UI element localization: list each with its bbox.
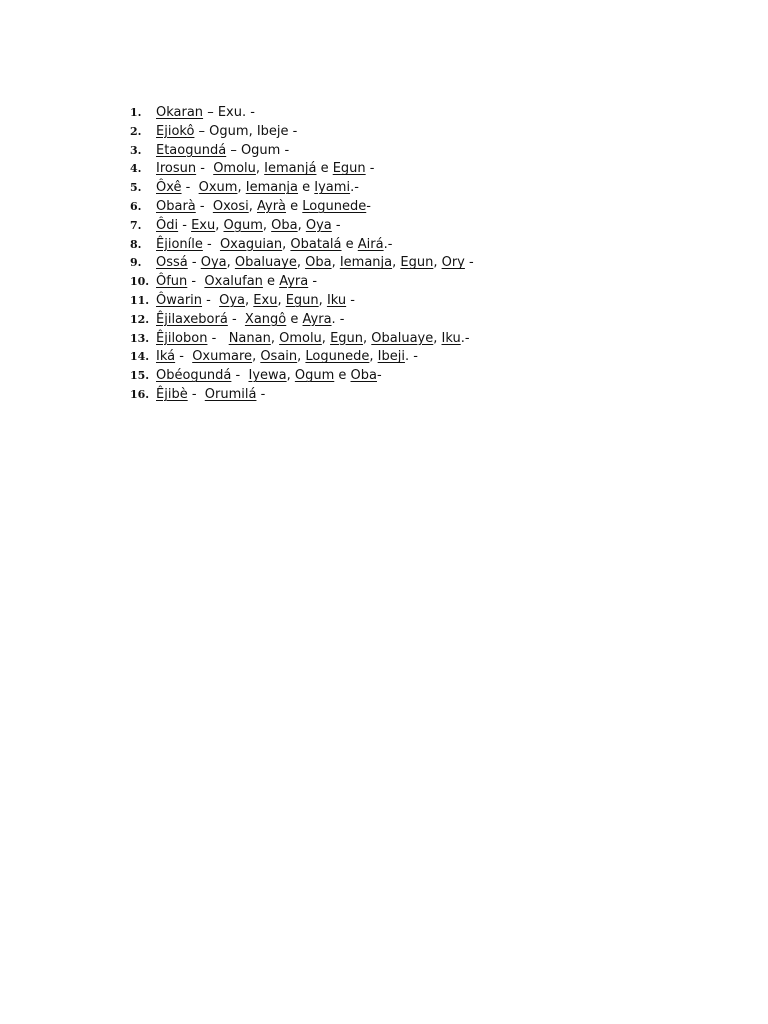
linked-term[interactable]: Iemanja <box>245 180 299 196</box>
list-number: 15. <box>130 369 150 383</box>
linked-term[interactable]: Ôxê <box>156 180 182 196</box>
list-line <box>156 218 341 233</box>
linked-term[interactable]: Oya <box>219 292 246 308</box>
linked-term[interactable]: Oba <box>271 217 298 233</box>
separator-text: - <box>227 311 245 327</box>
separator-text: - <box>365 161 375 177</box>
separator-text: - <box>181 180 199 196</box>
linked-term[interactable]: Obaluaye <box>371 330 434 346</box>
separator-text: , <box>215 217 224 233</box>
separator-text: - <box>231 368 249 384</box>
separator-text: , <box>252 349 261 365</box>
linked-term[interactable]: Oba <box>350 368 377 384</box>
separator-text: e <box>286 198 303 214</box>
list-number: 9. <box>130 256 142 270</box>
odu-list <box>130 103 474 404</box>
linked-term[interactable]: Obatalá <box>290 236 342 252</box>
linked-term[interactable]: Omolu <box>213 161 256 177</box>
separator-text: , <box>321 330 331 346</box>
list-line <box>156 387 265 402</box>
list-line <box>156 180 359 195</box>
list-line <box>156 368 382 383</box>
list-item <box>130 366 474 385</box>
separator-text: - <box>207 330 229 346</box>
linked-term[interactable]: Oba <box>305 255 332 271</box>
linked-term[interactable]: Egun <box>332 161 366 177</box>
linked-term[interactable]: Etaogundá <box>156 142 227 158</box>
list-item <box>130 310 474 329</box>
separator-text: , <box>318 292 327 308</box>
separator-text: , <box>286 368 295 384</box>
separator-text: – Ogum - <box>226 142 290 158</box>
separator-text: e <box>316 161 333 177</box>
linked-term[interactable]: Exu <box>191 217 216 233</box>
linked-term[interactable]: Ôfun <box>156 274 188 290</box>
separator-text: . - <box>404 349 418 365</box>
list-line <box>156 274 317 289</box>
linked-term[interactable]: Oxalufan <box>204 274 263 290</box>
linked-term[interactable]: Ossá <box>156 255 188 271</box>
list-number: 4. <box>130 162 142 176</box>
separator-text: - <box>366 198 371 214</box>
separator-text: , <box>262 217 272 233</box>
list-line <box>156 331 470 346</box>
linked-term[interactable]: Oxaguian <box>219 236 283 252</box>
linked-term[interactable]: Egun <box>400 255 434 271</box>
list-line <box>156 237 392 252</box>
list-number: 10. <box>130 275 150 289</box>
list-number: 14. <box>130 350 150 364</box>
list-number: 13. <box>130 331 150 345</box>
separator-text: - <box>178 217 192 233</box>
list-number: 16. <box>130 387 150 401</box>
linked-term[interactable]: Irosun <box>156 161 197 177</box>
linked-term[interactable]: Egun <box>330 330 364 346</box>
list-item <box>130 159 474 178</box>
separator-text: e <box>298 180 315 196</box>
linked-term[interactable]: Ibeji <box>377 349 405 365</box>
list-line <box>156 312 345 327</box>
linked-term[interactable]: Oya <box>305 217 332 233</box>
separator-text: - <box>331 217 341 233</box>
separator-text: , <box>297 217 306 233</box>
linked-term[interactable]: Oxosi <box>212 198 249 214</box>
separator-text: e <box>341 236 358 252</box>
linked-term[interactable]: Ôdi <box>156 217 179 233</box>
separator-text: , <box>282 236 291 252</box>
separator-text: - <box>195 198 213 214</box>
list-line <box>156 124 297 139</box>
linked-term[interactable]: Oxum <box>198 180 238 196</box>
linked-term[interactable]: Iká <box>156 349 176 365</box>
separator-text: , <box>248 198 257 214</box>
separator-text: , <box>433 255 442 271</box>
list-item <box>130 347 474 366</box>
linked-term[interactable]: Orumilá <box>204 386 257 402</box>
separator-text: , <box>433 330 442 346</box>
linked-term[interactable]: Omolu <box>279 330 322 346</box>
linked-term[interactable]: Iku <box>441 330 461 346</box>
list-item <box>130 178 474 197</box>
linked-term[interactable]: Êjioníle <box>156 236 203 252</box>
linked-term[interactable]: Iku <box>326 292 347 308</box>
linked-term[interactable]: Ayra <box>279 274 309 290</box>
list-item <box>130 141 474 160</box>
linked-term[interactable]: Iyewa <box>248 368 287 384</box>
separator-text: , <box>297 349 306 365</box>
linked-term[interactable]: Êjilobon <box>156 330 208 346</box>
linked-term[interactable]: Okaran <box>156 105 204 120</box>
separator-text: - <box>187 274 205 290</box>
list-item <box>130 235 474 254</box>
separator-text: , <box>392 255 401 271</box>
separator-text: .- <box>350 180 359 196</box>
separator-text: - <box>187 255 201 271</box>
linked-term[interactable]: Ogum <box>294 368 335 384</box>
separator-text: .- <box>460 330 470 346</box>
linked-term[interactable]: Logunede <box>305 349 370 365</box>
list-item <box>130 122 474 141</box>
linked-term[interactable]: Iyami <box>314 180 351 196</box>
linked-term[interactable]: Iemanjá <box>264 161 317 177</box>
separator-text: e <box>262 274 280 290</box>
linked-term[interactable]: Obéogundá <box>156 368 232 384</box>
list-line <box>156 105 255 120</box>
separator-text: e <box>334 368 351 384</box>
linked-term[interactable]: Osain <box>260 349 298 365</box>
separator-text: - <box>202 292 220 308</box>
list-number: 5. <box>130 181 142 195</box>
linked-term[interactable]: Êjilaxeborá <box>156 311 228 327</box>
separator-text: , <box>277 292 286 308</box>
linked-term[interactable]: Ejiokô <box>156 123 195 139</box>
separator-text: - <box>464 255 474 271</box>
linked-term[interactable]: Xangô <box>244 311 287 327</box>
linked-term[interactable]: Exu <box>253 292 278 308</box>
list-item <box>130 253 474 272</box>
list-line <box>156 349 418 364</box>
list-number: 6. <box>130 199 142 213</box>
separator-text: - <box>376 368 382 384</box>
list-number: 12. <box>130 312 150 326</box>
linked-term[interactable]: Ayrà <box>257 198 287 214</box>
linked-term[interactable]: Ayra <box>302 311 332 327</box>
list-item <box>130 385 474 404</box>
list-line <box>156 255 474 270</box>
list-number: 7. <box>130 218 142 232</box>
linked-term[interactable]: Êjibè <box>156 386 188 402</box>
separator-text: - <box>175 349 193 365</box>
list-item <box>130 272 474 291</box>
linked-term[interactable]: Ôwarin <box>156 292 203 308</box>
separator-text: , <box>255 161 265 177</box>
separator-text: e <box>286 311 303 327</box>
list-line <box>156 161 375 176</box>
linked-term[interactable]: Iemanja <box>339 255 393 271</box>
separator-text: . - <box>331 311 345 327</box>
list-line <box>156 199 371 214</box>
list-item <box>130 197 474 216</box>
list-number: 2. <box>130 124 142 138</box>
separator-text: , <box>331 255 340 271</box>
list-number: 11. <box>130 293 150 307</box>
separator-text: – Ogum, Ibeje - <box>194 123 298 139</box>
separator-text: - <box>256 386 266 402</box>
linked-term[interactable]: Oxumare <box>192 349 253 365</box>
linked-term[interactable]: Oya <box>200 255 227 271</box>
separator-text: - <box>187 386 205 402</box>
linked-term[interactable]: Nanan <box>228 330 271 346</box>
list-item <box>130 329 474 348</box>
list-number: 8. <box>130 237 142 251</box>
separator-text: .- <box>383 236 393 252</box>
separator-text: - <box>196 161 214 177</box>
separator-text: , <box>237 180 246 196</box>
list-number: 1. <box>130 106 142 119</box>
separator-text: , <box>296 255 306 271</box>
linked-term[interactable]: Ogum <box>223 217 263 233</box>
separator-text: - <box>346 292 355 308</box>
separator-text: , <box>270 330 280 346</box>
list-line <box>156 293 355 308</box>
linked-term[interactable]: Obaluaye <box>234 255 297 271</box>
linked-term[interactable]: Obarà <box>156 198 196 214</box>
separator-text: , <box>369 349 378 365</box>
list-number: 3. <box>130 143 142 157</box>
separator-text: , <box>245 292 254 308</box>
linked-term[interactable]: Egun <box>285 292 319 308</box>
separator-text: , <box>226 255 235 271</box>
list-item <box>130 291 474 310</box>
separator-text: - <box>202 236 220 252</box>
linked-term[interactable]: Logunede <box>302 198 367 214</box>
list-line <box>156 143 289 158</box>
linked-term[interactable]: Ory <box>441 255 465 271</box>
linked-term[interactable]: Airá <box>357 236 384 252</box>
list-item <box>130 216 474 235</box>
separator-text: , <box>363 330 372 346</box>
list-item <box>130 103 474 122</box>
separator-text: - <box>308 274 318 290</box>
separator-text: – Exu. - <box>203 105 255 120</box>
